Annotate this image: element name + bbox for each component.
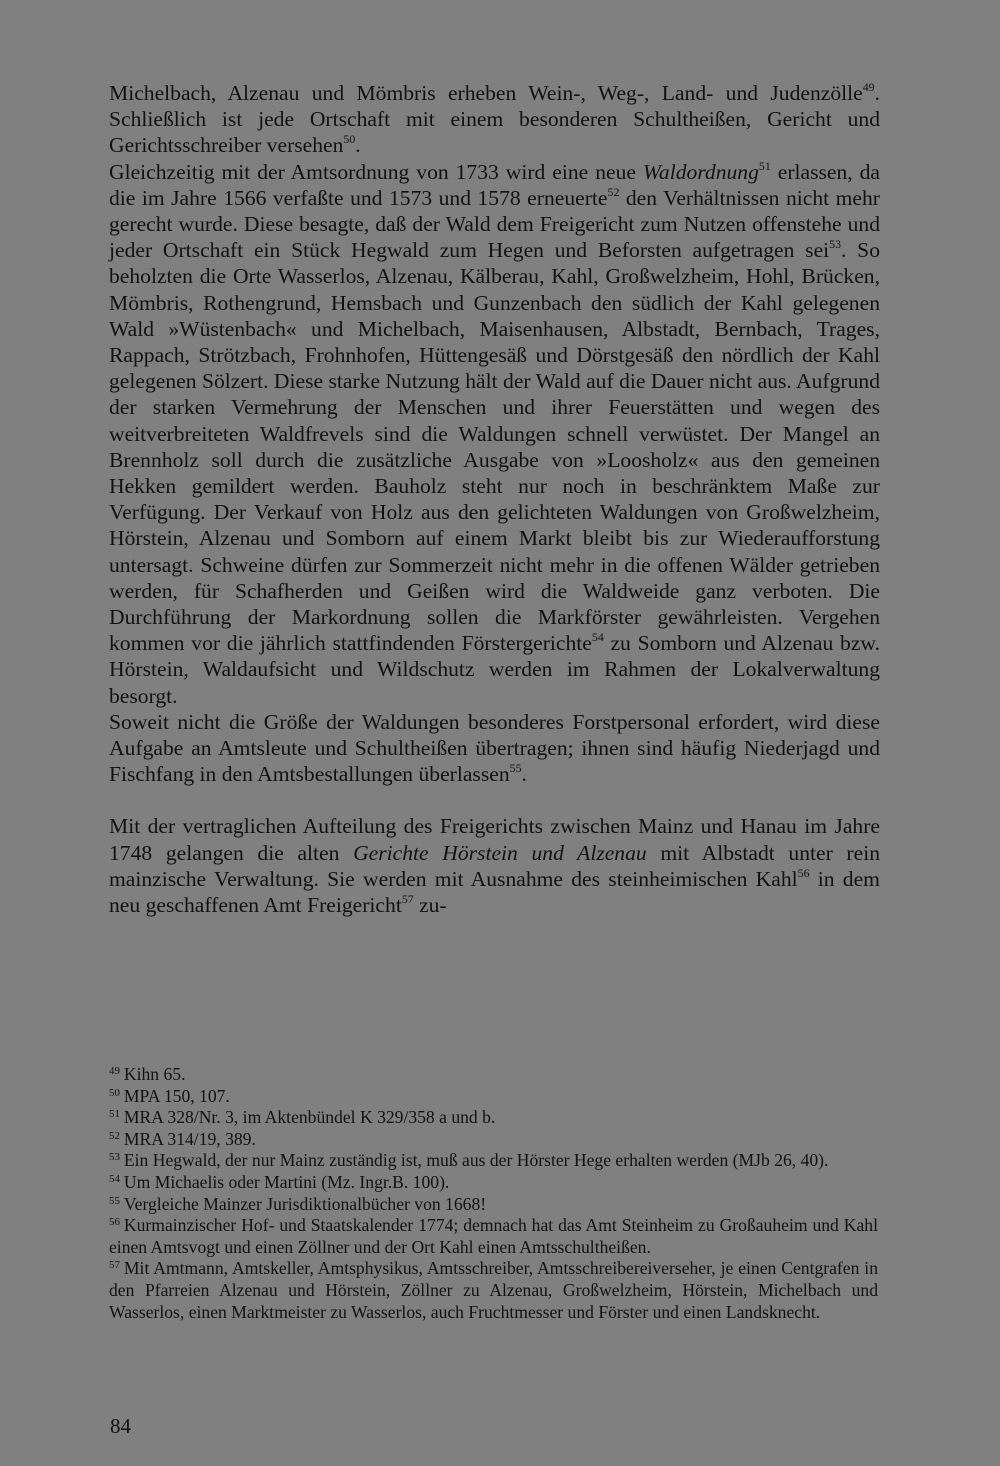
italic-term: Gerichte Hörstein und Alzenau bbox=[353, 840, 647, 865]
text-run: Soweit nicht die Größe der Waldungen besonderes Forstpersonal erfordert, wird diese Aufgabe an Amtsleute und Schultheißen übertragen; ihnen sind häufig Niederjagd und Fischfang in den Amtsbestallungen überlassen bbox=[109, 709, 880, 787]
footnote-number: 57 bbox=[109, 1259, 120, 1272]
text-run: in dem neu geschaffenen Amt Freigericht bbox=[109, 866, 880, 918]
paragraph-gap bbox=[109, 787, 880, 813]
footnote-reference: 51 bbox=[758, 158, 771, 173]
footnote-text: Ein Hegwald, der nur Mainz zuständig ist, muß aus der Hörster Hege erhalten werden (MJb 26, 40). bbox=[123, 1150, 829, 1171]
paragraph bbox=[109, 813, 880, 918]
footnote-52 bbox=[109, 1129, 878, 1151]
footnote-text: Kurmainzischer Hof- und Staatskalender 1774; demnach hat das Amt Steinheim zu Großauheim und Kahl einen Amtsvogt und einen Zöllner und der Ort Kahl einen Amtsschultheißen. bbox=[109, 1215, 878, 1257]
footnote-text: Um Michaelis oder Martini (Mz. Ingr.B. 100). bbox=[123, 1171, 450, 1192]
footnote-number: 56 bbox=[109, 1216, 120, 1229]
footnote-number: 50 bbox=[109, 1086, 120, 1099]
footnotes bbox=[109, 1064, 878, 1323]
text-run: . bbox=[521, 762, 527, 787]
footnote-number: 51 bbox=[109, 1108, 120, 1121]
paragraph bbox=[109, 159, 880, 709]
footnote-reference: 55 bbox=[509, 761, 522, 776]
footnote-57 bbox=[109, 1258, 878, 1323]
paragraph bbox=[109, 709, 880, 788]
footnote-49 bbox=[109, 1064, 878, 1086]
footnote-number: 52 bbox=[109, 1129, 120, 1142]
text-run: . bbox=[355, 133, 361, 158]
main-text bbox=[109, 80, 880, 918]
text-run: Gleichzeitig mit der Amtsordnung von 1733 wird eine neue bbox=[109, 159, 643, 184]
footnote-55 bbox=[109, 1194, 878, 1216]
text-run: den Verhältnissen nicht mehr gerecht wurde. Diese besagte, daß der Wald dem Freigericht zum Nutzen offenstehe und jeder Ortschaft ein Stück Hegwald zum Hegen und Beforsten aufgetragen sei bbox=[109, 185, 880, 263]
footnote-54 bbox=[109, 1172, 878, 1194]
footnote-number: 49 bbox=[109, 1065, 120, 1077]
text-run: Michelbach, Alzenau und Mömbris erheben Wein-, Weg-, Land- und Judenzölle bbox=[109, 81, 863, 105]
paragraph bbox=[109, 80, 880, 159]
text-run: mit Albstadt unter rein mainzische Verwaltung. Sie werden mit Ausnahme des steinheimischen Kahl bbox=[109, 840, 881, 891]
footnote-reference: 52 bbox=[607, 184, 620, 199]
text-run: zu- bbox=[413, 893, 447, 918]
footnote-51 bbox=[109, 1107, 878, 1129]
footnote-text: MRA 314/19, 389. bbox=[123, 1128, 256, 1149]
text-run: . Schließlich ist jede Ortschaft mit einem besonderen Schultheißen, Gericht und Gerichtsschreiber versehen bbox=[109, 81, 880, 158]
text-run: Mit der vertraglichen Aufteilung des Freigerichts zwischen Mainz und Hanau im Jahre 1748 gelangen die alten bbox=[109, 814, 880, 865]
footnote-text: MPA 150, 107. bbox=[123, 1085, 230, 1106]
footnote-number: 55 bbox=[109, 1194, 120, 1207]
footnote-text: Vergleiche Mainzer Jurisdiktionalbücher von 1668! bbox=[123, 1193, 487, 1214]
footnote-text: Kihn 65. bbox=[123, 1064, 186, 1084]
text-run: erlassen, da die im Jahre 1566 verfaßte und 1573 und 1578 erneuerte bbox=[109, 159, 881, 210]
text-run: zu Somborn und Alzenau bzw. Hörstein, Waldaufsicht und Wildschutz werden im Rahmen der Lokalverwaltung besorgt. bbox=[109, 631, 880, 708]
footnote-reference: 50 bbox=[343, 132, 356, 147]
footnote-reference: 57 bbox=[401, 892, 414, 907]
footnote-reference: 53 bbox=[829, 237, 842, 252]
footnote-text: Mit Amtmann, Amtskeller, Amtsphysikus, Amtsschreiber, Amtsschreibereiverseher, je einen Centgrafen in den Pfarreien Alzenau und Hörstein, Zöllner zu Alzenau, Großwelzheim, Hörstein, Michelbach und Wasserlos, einen Marktmeister zu Wasserlos, auch Fruchtmesser und Förster und einen Landsknecht. bbox=[109, 1258, 878, 1322]
footnote-56 bbox=[109, 1215, 878, 1258]
footnote-reference: 56 bbox=[797, 865, 810, 880]
footnote-reference: 54 bbox=[591, 630, 604, 645]
footnote-text: MRA 328/Nr. 3, im Aktenbündel K 329/358 a und b. bbox=[123, 1107, 496, 1128]
text-run: . So beholzten die Orte Wasserlos, Alzenau, Kälberau, Kahl, Großwelzheim, Hohl, Brücken, Mömbris, Rothengrund, Hemsbach und Gunzenbach den südlich der Kahl gelegenen Wald »Wüstenbach« und Michelbach, Maisenhausen, Albstadt, Bernbach, Trages, Rappach, Strötzbach, Frohnhofen, Hüttengesäß und Dörstgesäß den nördlich der Kahl gelegenen Sölzert. Diese starke Nutzung hält der Wald auf die Dauer nicht aus. Aufgrund der starken Vermehrung der Menschen und ihrer Feuerstätten und wegen des weitverbreiteten Waldfrevels sind die Waldungen schnell verwüstet. Der Mangel an Brennholz soll durch die zusätzliche Ausgabe von »Loosholz« aus den gemeinen Hekken gemildert werden. Bauholz steht nur noch in beschränktem Maße zur Verfügung. Der Verkauf von Holz aus den gelichteten Waldungen von Großwelzheim, Hörstein, Alzenau und Somborn auf einem Markt bleibt bis zur Wiederaufforstung untersagt. Schweine dürfen zur Sommerzeit nicht mehr in die offenen Wälder getrieben werden, für Schafherden und Geißen wird die Waldweide ganz verboten. Die Durchführung der Markordnung sollen die Markförster gewährleisten. Vergehen kommen vor die jährlich stattfindenden Förstergerichte bbox=[109, 238, 880, 656]
page-number: 84 bbox=[110, 1414, 131, 1438]
footnote-reference: 49 bbox=[862, 80, 875, 95]
footnote-53 bbox=[109, 1150, 878, 1172]
footnote-50 bbox=[109, 1086, 878, 1108]
italic-term: Waldordnung bbox=[642, 159, 759, 184]
footnote-number: 54 bbox=[109, 1172, 120, 1185]
footnote-number: 53 bbox=[109, 1151, 120, 1164]
